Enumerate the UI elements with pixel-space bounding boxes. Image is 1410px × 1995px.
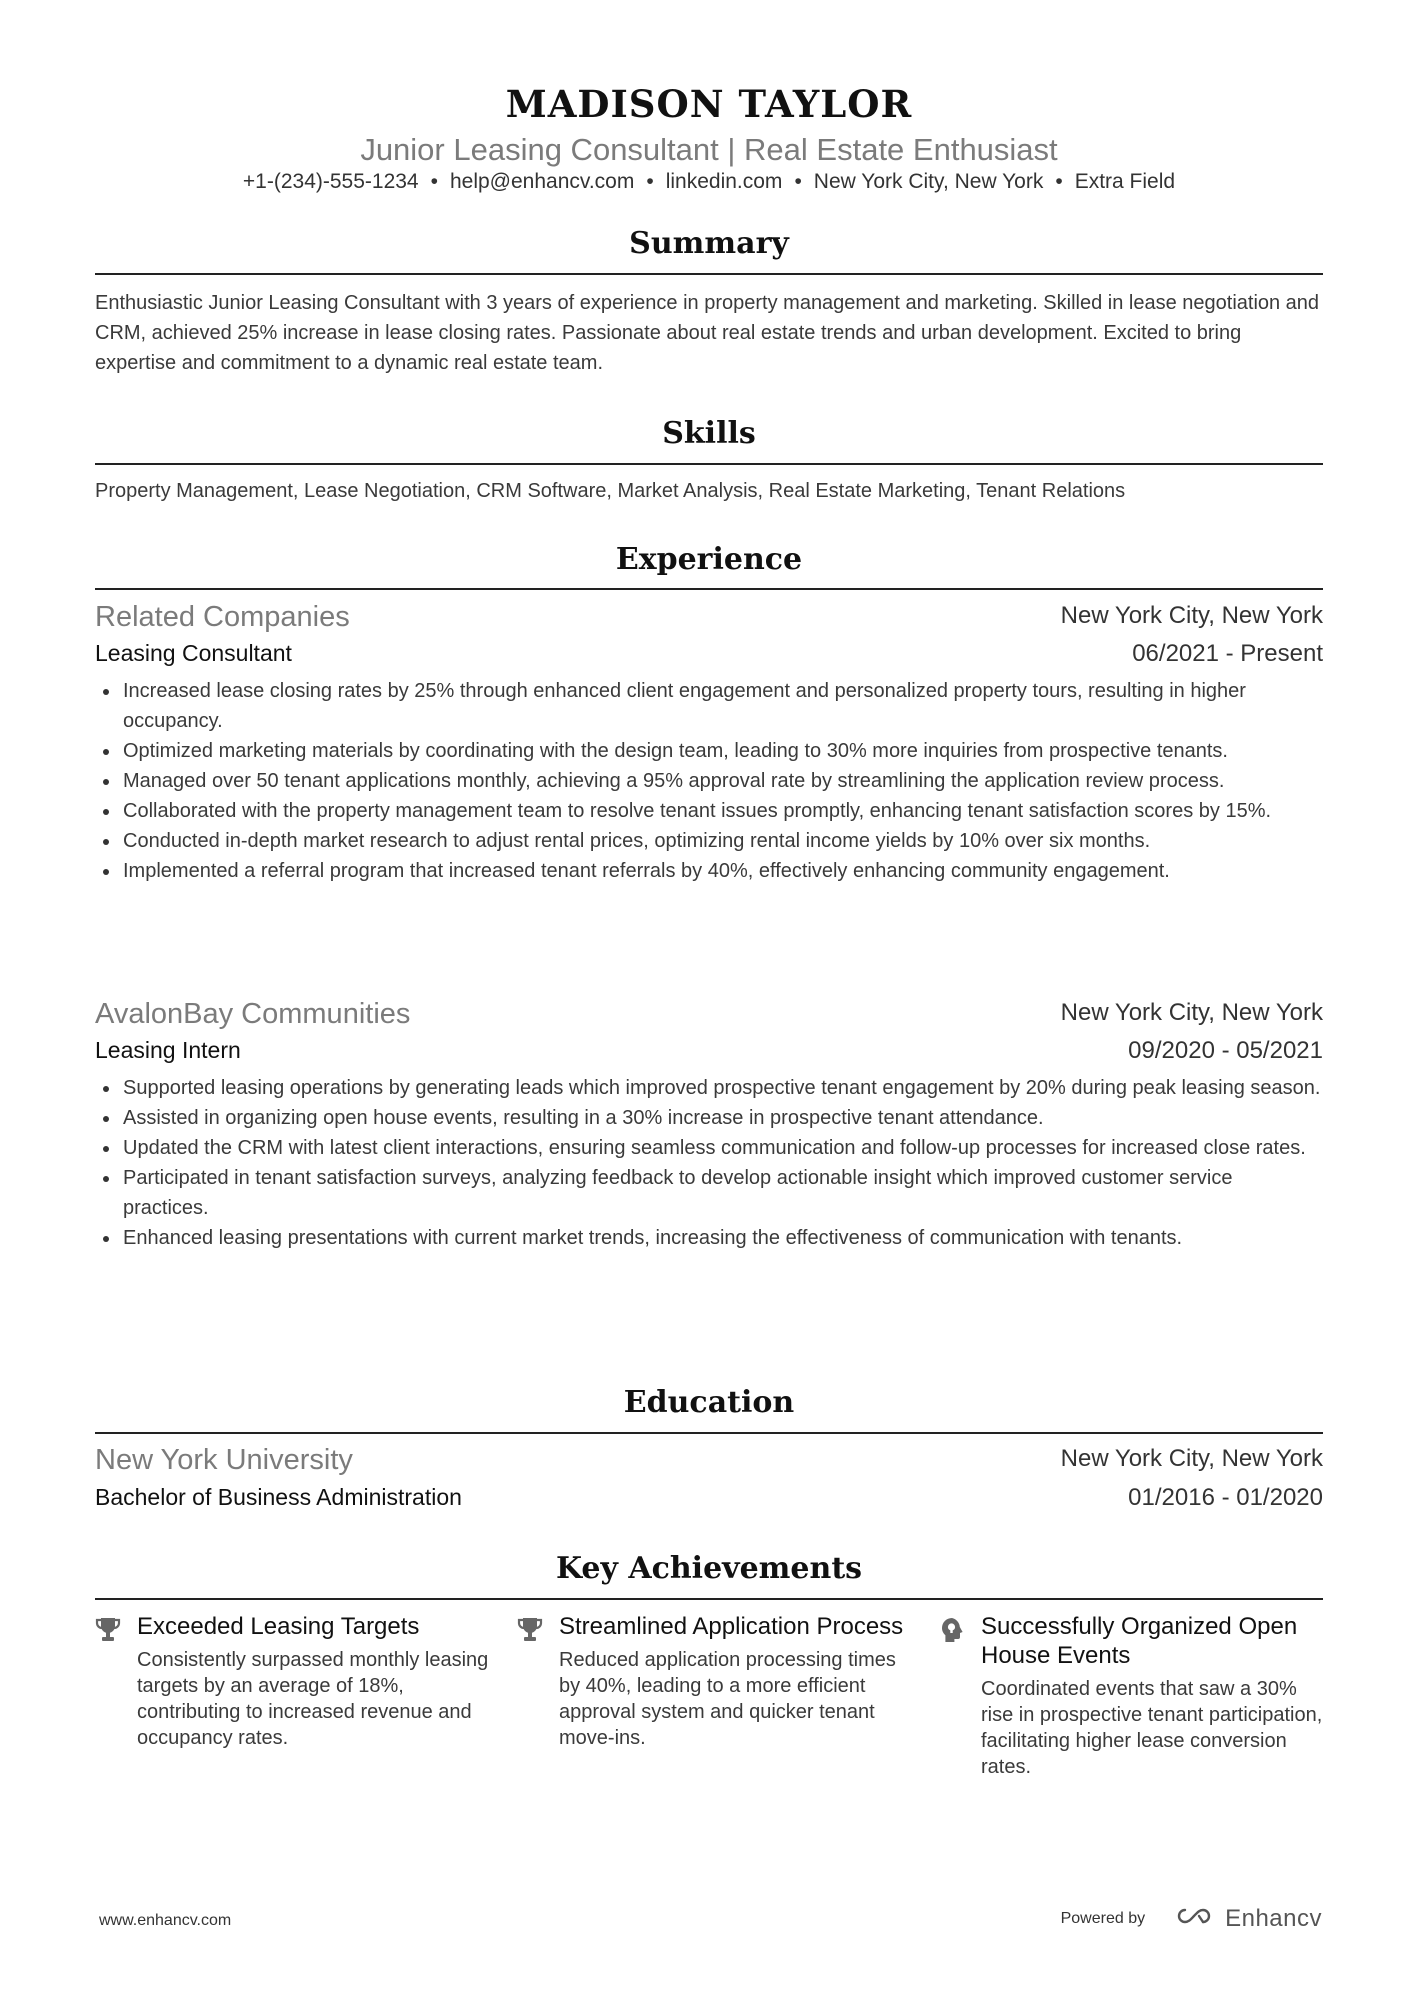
contact-linkedin[interactable]: linkedin.com: [665, 170, 783, 193]
list-item: Supported leasing operations by generating leads which improved prospective tenant engagement by 20% during peak leasing season.: [95, 1073, 1323, 1103]
job-2-company: AvalonBay Communities: [95, 998, 411, 1030]
education-subheader: [95, 1484, 1323, 1511]
footer-branding: [1061, 1904, 1322, 1933]
job-1-role: Leasing Consultant: [95, 640, 292, 666]
achievement-2: [517, 1612, 917, 1751]
contact-line: [95, 170, 1323, 194]
education-header: [95, 1444, 1323, 1477]
education-dates: 01/2016 - 01/2020: [1128, 1484, 1323, 1511]
job-2-dates: 09/2020 - 05/2021: [1128, 1037, 1323, 1064]
education-heading: Education: [623, 1385, 795, 1420]
enhancv-logo-icon: [1171, 1904, 1217, 1933]
achievement-1-desc: Consistently surpassed monthly leasing targets by an average of 18%, contributing to increased revenue and occupancy rates.: [137, 1649, 489, 1749]
bullet-separator: •: [1055, 170, 1063, 193]
education-divider: [95, 1432, 1323, 1434]
job-1-bullets: [95, 676, 1323, 886]
job-2-location: New York City, New York: [1060, 999, 1323, 1026]
skills-text: Property Management, Lease Negotiation, CRM Software, Market Analysis, Real Estate Marketing, Tenant Relations: [95, 480, 1126, 502]
trophy-icon: [517, 1616, 543, 1644]
list-item: Participated in tenant satisfaction surveys, analyzing feedback to develop actionable insight which improved customer service practices.: [95, 1163, 1323, 1223]
contact-email[interactable]: help@enhancv.com: [449, 170, 635, 193]
achievement-2-desc: Reduced application processing times by 40%, leading to a more efficient approval system and quicker tenant move-ins.: [559, 1649, 896, 1749]
education-location: New York City, New York: [1060, 1445, 1323, 1472]
job-2-bullets: [95, 1073, 1323, 1253]
bullet-separator: •: [646, 170, 654, 193]
list-item: Conducted in-depth market research to adjust rental prices, optimizing rental income yields by 10% over six months.: [95, 826, 1323, 856]
education-degree: Bachelor of Business Administration: [95, 1484, 462, 1510]
list-item: Updated the CRM with latest client interactions, ensuring seamless communication and follow-up processes for increased close rates.: [95, 1133, 1323, 1163]
job-1-company: Related Companies: [95, 601, 350, 633]
achievement-3: [939, 1612, 1323, 1780]
job-1-location: New York City, New York: [1060, 602, 1323, 629]
candidate-name: MADISON TAYLOR: [505, 82, 913, 126]
job-1-header: [95, 601, 1323, 634]
achievements-divider: [95, 1598, 1323, 1600]
list-item: Enhanced leasing presentations with current market trends, increasing the effectiveness of communication with tenants.: [95, 1223, 1323, 1253]
list-item: Managed over 50 tenant applications monthly, achieving a 95% approval rate by streamlining the application review process.: [95, 766, 1323, 796]
contact-extra: Extra Field: [1074, 170, 1176, 193]
job-2-header: [95, 998, 1323, 1031]
experience-divider: [95, 588, 1323, 590]
list-item: Collaborated with the property management team to resolve tenant issues promptly, enhancing tenant satisfaction scores by 15%.: [95, 796, 1323, 826]
footer-website-link[interactable]: www.enhancv.com: [99, 1912, 232, 1929]
contact-location: New York City, New York: [813, 170, 1044, 193]
achievement-3-title: Successfully Organized Open House Events: [981, 1613, 1298, 1669]
job-1-dates: 06/2021 - Present: [1132, 640, 1323, 667]
job-2-subheader: [95, 1037, 1323, 1064]
candidate-headline: Junior Leasing Consultant | Real Estate Enthusiast: [360, 132, 1058, 167]
achievement-1-title: Exceeded Leasing Targets: [137, 1613, 420, 1640]
skills-heading: Skills: [662, 416, 756, 451]
list-item: Assisted in organizing open house events, resulting in a 30% increase in prospective tenant attendance.: [95, 1103, 1323, 1133]
achievement-2-title: Streamlined Application Process: [559, 1613, 904, 1640]
job-1-subheader: [95, 640, 1323, 667]
contact-phone[interactable]: +1-(234)-555-1234: [242, 170, 419, 193]
bullet-separator: •: [430, 170, 438, 193]
list-item: Implemented a referral program that increased tenant referrals by 40%, effectively enhancing community engagement.: [95, 856, 1323, 886]
list-item: Optimized marketing materials by coordinating with the design team, leading to 30% more inquiries from prospective tenants.: [95, 736, 1323, 766]
achievement-3-desc: Coordinated events that saw a 30% rise in prospective tenant participation, facilitating higher lease conversion rates.: [981, 1678, 1323, 1778]
education-school: New York University: [95, 1444, 353, 1476]
job-2-role: Leasing Intern: [95, 1037, 241, 1063]
brand-name[interactable]: Enhancv: [1225, 1904, 1322, 1932]
summary-divider: [95, 273, 1323, 275]
achievement-1: [95, 1612, 495, 1751]
trophy-icon: [95, 1616, 121, 1644]
list-item: Increased lease closing rates by 25% through enhanced client engagement and personalized property tours, resulting in higher occupancy.: [95, 676, 1323, 736]
summary-text: Enthusiastic Junior Leasing Consultant with 3 years of experience in property management and marketing. Skilled in lease negotiation and CRM, achieved 25% increase in lease closing rates. Passionate about real estate trends and urban development. Excited to bring expertise and commitment to a dynamic real estate team.: [95, 292, 1320, 374]
achievements-heading: Key Achievements: [555, 1551, 863, 1586]
bullet-separator: •: [794, 170, 802, 193]
summary-heading: Summary: [629, 226, 789, 261]
skills-divider: [95, 463, 1323, 465]
powered-by-label: Powered by: [1060, 1909, 1146, 1927]
head-idea-icon: [939, 1616, 965, 1644]
experience-heading: Experience: [615, 542, 803, 577]
